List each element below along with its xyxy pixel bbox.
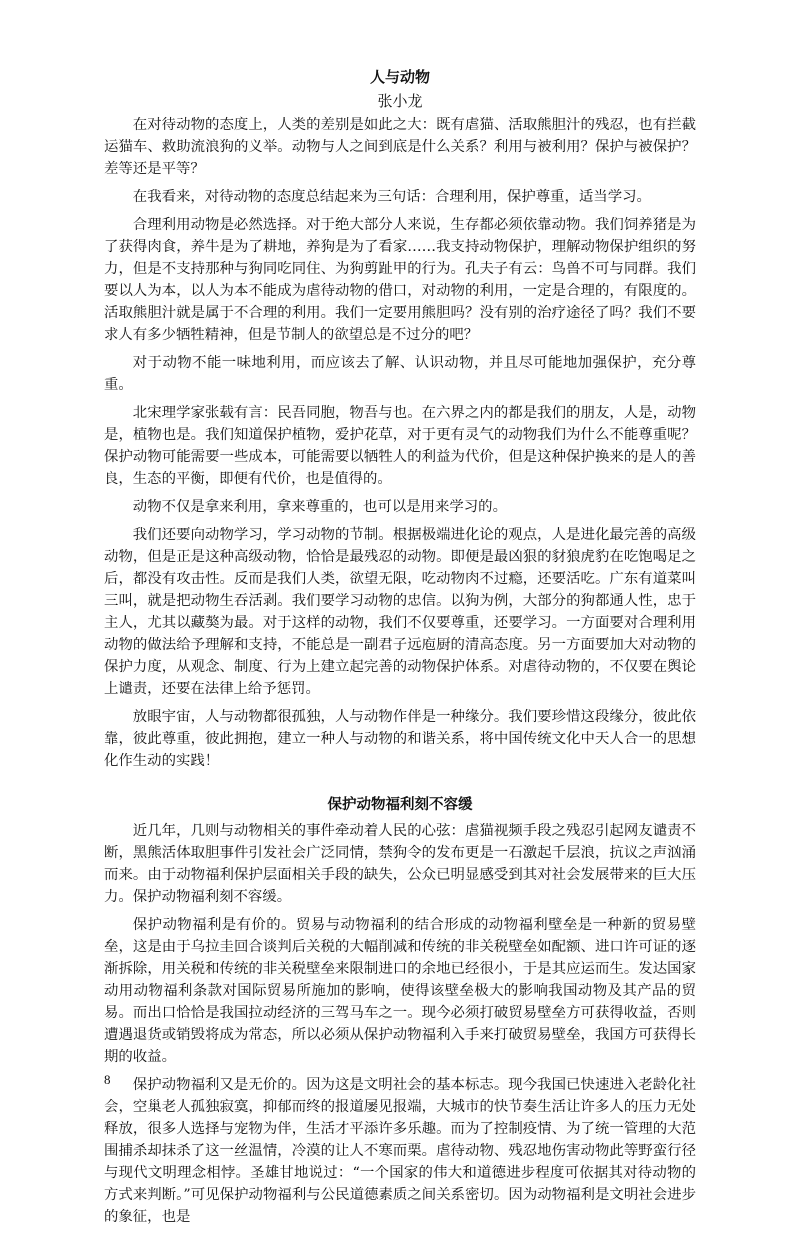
document-page: [104, 66, 696, 1234]
paragraph: 我们还要向动物学习，学习动物的节制。根据极端进化论的观点，人是进化最完善的高级动物，但是正是这种高级动物，恰恰是最残忍的动物。即便是最凶狠的豺狼虎豹在吃饱喝足之后，都没有攻击性。反而是我们人类，欲望无限，吃动物肉不过瘾，还要活吃。广东有道菜叫三叫，就是把动物生吞活剥。我们要学习动物的忠信。以狗为例，大部分的狗都通人性，忠于主人，尤其以藏獒为最。对于这样的动物，我们不仅要尊重，还要学习。一方面要对合理利用动物的做法给予理解和支持，不能总是一副君子远庖厨的清高态度。另一方面要加大对动物的保护力度，从观念、制度、行为上建立起完善的动物保护体系。对虐待动物的，不仅要在舆论上谴责，还要在法律上给予惩罚。: [104, 527, 696, 697]
paragraph: 在我看来，对待动物的态度总结起来为三句话：合理利用，保护尊重，适当学习。: [132, 189, 651, 205]
paragraph: 在对待动物的态度上，人类的差别是如此之大：既有虐猫、活取熊胆汁的残忍，也有拦截运猫车、救助流浪狗的义举。动物与人之间到底是什么关系？利用与被利用？保护与被保护？差等还是平等？: [104, 117, 696, 177]
paragraph: 放眼宇宙，人与动物都很孤独，人与动物作伴是一种缘分。我们要珍惜这段缘分，彼此依靠，彼此尊重，彼此拥抱，建立一种人与动物的和谐关系，将中国传统文化中天人合一的思想化作生动的实践！: [104, 709, 696, 769]
paragraph: 保护动物福利又是无价的。因为这是文明社会的基本标志。现今我国已快速进入老龄化社会，空巢老人孤独寂寞，抑郁而终的报道屡见报端，大城市的快节奏生活让许多人的压力无处释放，很多人选择与宠物为伴，生活才平添许多乐趣。而为了控制疫情、为了统一管理的大范围捕杀却抹杀了这一丝温情，冷漠的让人不寒而栗。虐待动物、残忍地伤害动物此等野蛮行径与现代文明理念相悖。圣雄甘地说过：“一个国家的伟大和道德进步程度可依据其对待动物的方式来判断。”可见保护动物福利与公民道德素质之间关系密切。因为动物福利是文明社会进步的象征，也是: [104, 1077, 696, 1225]
paragraph: 北宋理学家张载有言：民吾同胞，物吾与也。在六界之内的都是我们的朋友，人是，动物是，植物也是。我们知道保护植物，爱护花草，对于更有灵气的动物我们为什么不能尊重呢？保护动物可能需要一些成本，可能需要以牺牲人的利益为代价，但是这种保护换来的是人的善良，生态的平衡，即便有代价，也是值得的。: [104, 405, 696, 487]
page-number: 8: [104, 1072, 111, 1087]
paragraph: 动物不仅是拿来利用，拿来尊重的，也可以是用来学习的。: [132, 499, 507, 515]
paragraph: 保护动物福利是有价的。贸易与动物福利的结合形成的动物福利壁垒是一种新的贸易壁垒，这是由于乌拉圭回合谈判后关税的大幅削减和传统的非关税壁垒如配额、进口许可证的逐渐拆除，用关税和传统的非关税壁垒来限制进口的余地已经很小，于是其应运而生。发达国家动用动物福利条款对国际贸易所施加的影响，使得该壁垒极大的影响我国动物及其产品的贸易。而出口恰恰是我国拉动经济的三驾马车之一。现今必须打破贸易壁垒方可获得收益，否则遭遇退货或销毁将成为常态，所以必须从保护动物福利入手来打破贸易壁垒，我国方可获得长期的收益。: [104, 917, 696, 1065]
paragraph: 合理利用动物是必然选择。对于绝大部分人来说，生存都必须依靠动物。我们饲养猪是为了获得肉食，养牛是为了耕地，养狗是为了看家……我支持动物保护，理解动物保护组织的努力，但是不支持那种与狗同吃同住、为狗剪趾甲的行为。孔夫子有云：鸟兽不可与同群。我们要以人为本，以人为本不能成为虐待动物的借口，对动物的利用，一定是合理的，有限度的。活取熊胆汁就是属于不合理的利用。我们一定要用熊胆吗？没有别的治疗途径了吗？我们不要求人有多少牺牲精神，但是节制人的欲望总是不过分的吧？: [104, 217, 696, 343]
paragraph: 近几年，几则与动物相关的事件牵动着人民的心弦：虐猫视频手段之残忍引起网友谴责不断，黑熊活体取胆事件引发社会广泛同情，禁狗令的发布更是一石激起千层浪，抗议之声汹涌而来。由于动物福利保护层面相关手段的缺失，公众已明显感受到其对社会发展带来的巨大压力。保护动物福利刻不容缓。: [104, 823, 696, 905]
paragraph: 对于动物不能一味地利用，而应该去了解、认识动物，并且尽可能地加强保护，充分尊重。: [104, 355, 696, 393]
article-author: 张小龙: [377, 92, 423, 110]
article-title: 人与动物: [369, 68, 430, 86]
section-title: 保护动物福利刻不容缓: [327, 796, 473, 813]
